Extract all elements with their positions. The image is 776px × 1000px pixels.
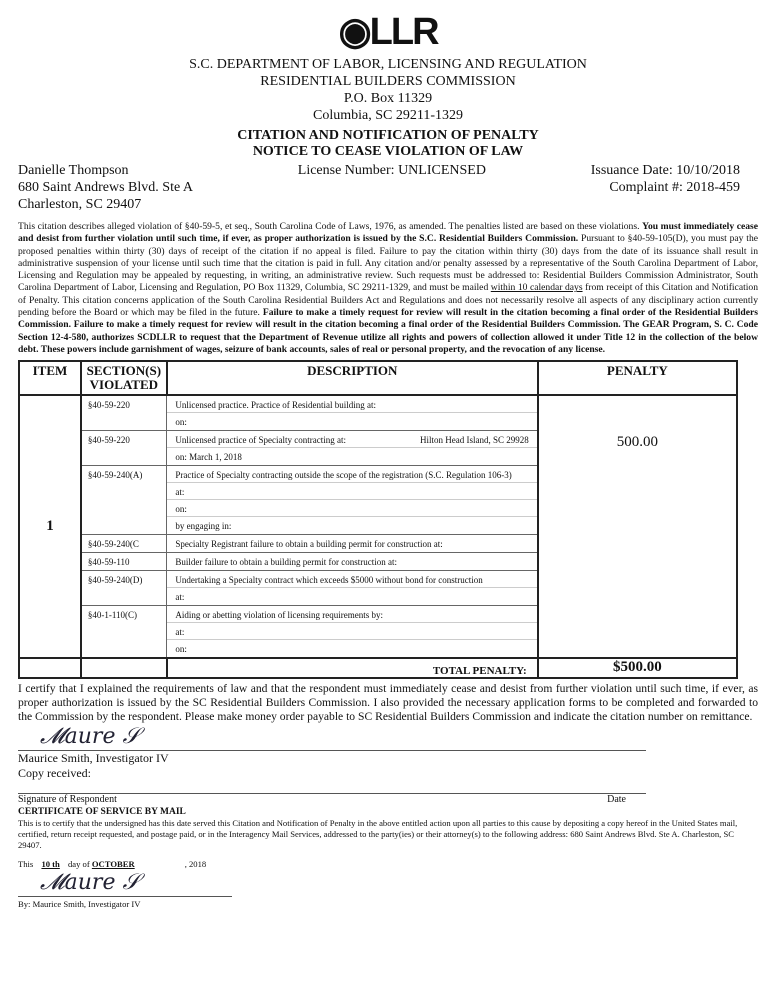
description-line [167,535,536,552]
respondent-city: Charleston, SC 29407 [18,197,142,212]
respondent-signature-row [18,794,646,806]
document-title [18,128,758,160]
address-row [18,162,758,213]
day-of-label: day of [67,859,90,870]
title-line2: NOTICE TO CEASE VIOLATION OF LAW [252,144,524,159]
commission-name: RESIDENTIAL BUILDERS COMMISSION [260,74,516,89]
description-line [167,606,536,623]
certification-text: I certify that I explained the requirements of law and that the respondent must immediately cease and desist from further violation until such time, if ever, as proper authorization is issued by the SC Residential Builders Commission. I also provided the necessary application forms to be completed and forwarded to the Commission by the respondent. Please make money order payable to SC Residential Builders Commission and indicate the citation number on remittance. [18,682,758,724]
service-date [18,859,758,870]
respondent-street: 680 Saint Andrews Blvd. Ste A [18,180,194,195]
description-cell [167,606,538,659]
description-line [167,500,536,517]
para-bold: Failure to make a timely request for review will result in the citation becoming a final order of the Residential Builders Commission. Failure to make a timely request for review will result in the citation becoming a final order of the Residential Builders Commission. The GEAR Program, S. C. Code Section 12-4-580, authorizes SCDLLR to request that the Department of Revenue utilize all rights and powers of collection allowed it under Title 12 in the collection of the below debt. These powers include garnishment of wages, seizure of bank accounts, sales of real or personal property, and the revocation of any license. [18,307,758,355]
para-text: from receipt of this Citation and Notification of Penalty. This citation concerns application of the South Carolina Residential Builders Act and Regulations and does not necessarily resolve all aspects of any disciplinary action currently pending before the Board or which may be filed in the future. [18,282,758,319]
table-row [19,395,737,431]
description-text: on: [175,417,187,428]
date-label: Date [607,794,626,806]
header-section-line2: VIOLATED [89,377,159,393]
description-cell [167,553,538,571]
service-day: 10 th [41,859,60,870]
issuance-date: Issuance Date: 10/10/2018 [590,163,740,178]
total-row [19,658,737,678]
para-bold: You must immediately cease and desist from further violation until such time, if ever, as proper authorization is issued by the S.C. Residential Builders Commission. [18,221,758,245]
penalty-amount: 500.00 [538,395,737,658]
description-line [167,588,536,605]
header-description: DESCRIPTION [167,361,538,395]
description-line [167,466,536,483]
description-line [167,448,536,465]
description-text: Specialty Registrant failure to obtain a building permit for construction at: [175,539,443,550]
certificate-text: This is to certify that the undersigned has this date served this Citation and Notification of Penalty in the above entitled action upon all parties to this cause by depositing a copy hereof in the United States mail, certified, return receipt requested, and postage paid, or in the Interagency Mail Services, addressed to the party(ies) or their attorney(s) to the following address: 680 Saint Andrews Blvd. Ste A. Charleston, SC 29407. [18,818,738,851]
violation-location: Hilton Head Island, SC 29928 [419,435,529,446]
respondent-signature-label: Signature of Respondent [18,794,117,806]
description-cell [167,466,538,535]
description-text: on: March 1, 2018 [175,452,242,463]
description-line [167,396,536,413]
respondent-address [18,162,193,213]
description-line [167,571,536,588]
description-cell [167,431,538,466]
total-penalty: $500.00 [538,658,737,678]
llr-logo: ◉LLR [338,11,438,53]
description-cell [167,395,538,431]
service-year: , 2018 [184,859,207,870]
total-label: TOTAL PENALTY: [167,658,538,678]
section-violated: §40-1-110(C) [81,606,167,659]
table-header [19,361,737,395]
this-label: This [18,859,34,870]
section-violated: §40-59-220 [81,431,167,466]
investigator-signature: 𝓜aure 𝒮 [40,724,140,750]
description-text: at: [175,487,185,498]
description-line [167,431,536,448]
description-text: on: [175,504,187,515]
agency-city: Columbia, SC 29211-1329 [313,108,463,123]
section-violated: §40-59-240(D) [81,571,167,606]
section-violated: §40-59-240(C [81,535,167,553]
description-line [167,623,536,640]
citation-paragraph [18,221,758,356]
description-text: Practice of Specialty contracting outside the scope of the registration (S.C. Regulation 106-3) [175,470,512,481]
agency-header [18,56,758,124]
header-section [81,361,167,395]
service-signature: 𝓜aure 𝒮 [40,870,140,896]
description-text: on: [175,644,187,655]
para-underline: within 10 calendar days [490,282,583,294]
copy-received-label: Copy received: [18,766,91,781]
agency-name: S.C. DEPARTMENT OF LABOR, LICENSING AND REGULATION [189,57,587,72]
item-number: 1 [19,395,81,658]
po-box: P.O. Box 11329 [343,91,433,106]
served-by: By: Maurice Smith, Investigator IV [18,899,141,910]
description-text: Builder failure to obtain a building permit for construction at: [175,557,398,568]
description-line [167,413,536,430]
investigator-name: Maurice Smith, Investigator IV [18,751,169,766]
header-penalty: PENALTY [538,361,737,395]
title-line1: CITATION AND NOTIFICATION OF PENALTY [237,128,539,143]
description-line [167,517,536,534]
description-text: at: [175,627,185,638]
description-text: Unlicensed practice of Specialty contracting at: [175,435,347,446]
complaint-number: Complaint #: 2018-459 [609,180,740,195]
section-violated: §40-59-220 [81,395,167,431]
header-section-line1: SECTION(S) [86,363,162,379]
header-item: ITEM [19,361,81,395]
description-cell [167,535,538,553]
description-line [167,483,536,500]
service-month: OCTOBER [91,859,135,870]
issuance-block [591,162,758,213]
description-text: Undertaking a Specialty contract which exceeds $5000 without bond for construction [175,575,483,586]
respondent-name: Danielle Thompson [18,163,129,178]
section-violated: §40-59-110 [81,553,167,571]
description-text: by engaging in: [175,521,232,532]
violations-table [18,360,738,679]
description-text: at: [175,592,185,603]
certificate-title: CERTIFICATE OF SERVICE BY MAIL [18,807,186,818]
para-text: This citation describes alleged violation of §40-59-5, et seq., South Carolina Code of Laws, 1976, as amended. The penalties listed are based on these violations. [18,221,643,232]
license-number: License Number: UNLICENSED [297,163,486,178]
description-text: Unlicensed practice. Practice of Residential building at: [175,400,377,411]
para-text: Pursuant to §40-59-105(D), you must pay the proposed penalties within thirty (30) days of receipt of the citation if no appeal is filed. Failure to pay the citation within thirty (30) days from the date of its issuance shall result in administrative suspension of your license until such time that the citation is paid in full. Any citation and/or penalty assessed by a representative of the South Carolina Department of Labor, Licensing and Regulation may be appealed by requesting, in writing, an administrative review. Such requests must be addressed to: Residential Builders Commission Administrator, South Carolina Department of Labor, Licensing and Regulation, PO Box 11329, Columbia, SC 29211-1329, and must be mailed [18,233,758,294]
service-signature-line [18,896,232,897]
description-line [167,553,536,570]
description-cell [167,571,538,606]
description-line [167,640,536,657]
section-violated: §40-59-240(A) [81,466,167,535]
description-text: Aiding or abetting violation of licensing requirements by: [175,610,384,621]
